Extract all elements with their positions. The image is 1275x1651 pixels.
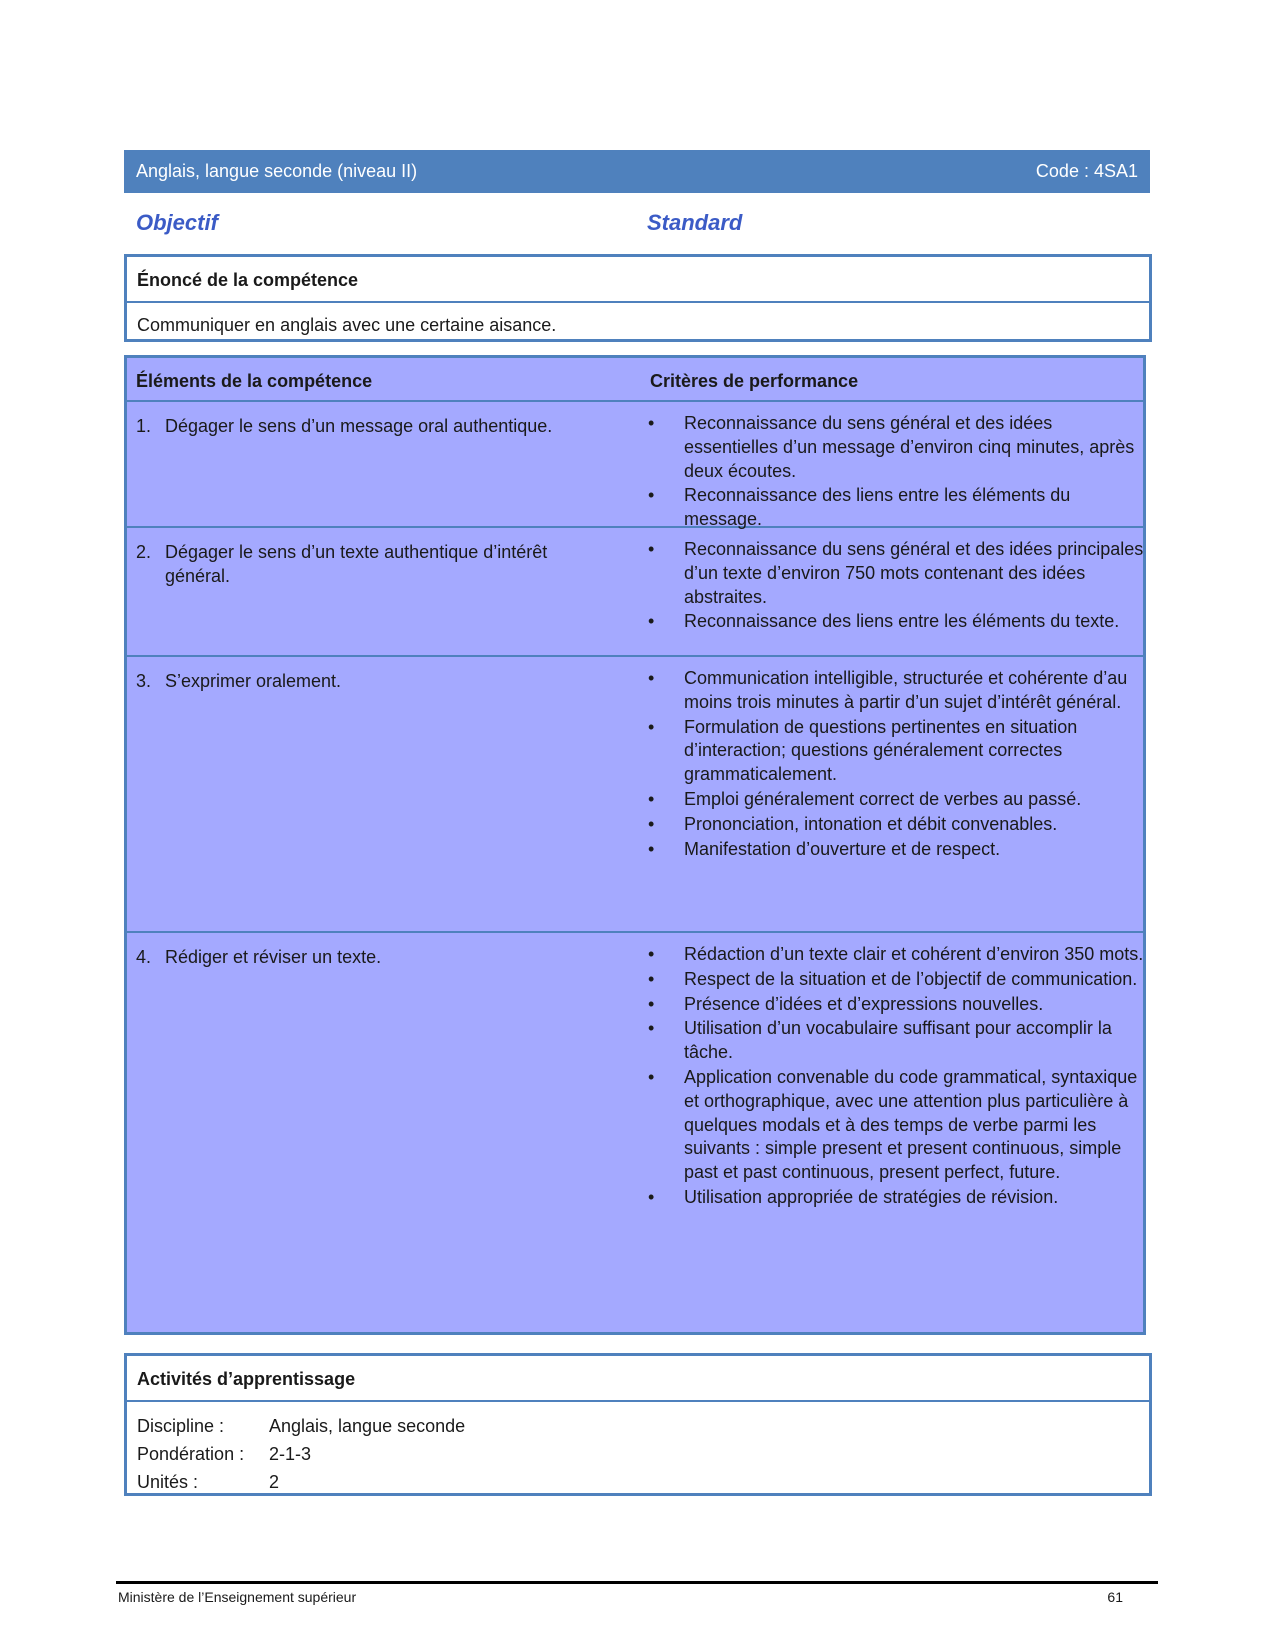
table-row [127,528,1143,657]
criterion-item: • Rédaction d’un texte clair et cohérent d’environ 350 mots. [684,943,1144,967]
unites-value: 2 [269,1472,280,1492]
course-meta [127,1402,1149,1496]
criteria-list [684,667,1144,862]
unites-line [137,1468,1149,1496]
col-criteres-header: Critères de performance [650,371,859,391]
element-text: Rédiger et réviser un texte. [165,947,382,967]
element-text: S’exprimer oralement. [165,671,342,691]
ponderation-line [137,1440,1149,1468]
element-cell [136,669,606,693]
ponderation-label: Pondération : [137,1444,245,1464]
element-number: 3. [136,671,152,691]
criteria-list [684,412,1144,533]
ponderation-value: 2-1-3 [269,1444,312,1464]
criterion-item: • Respect de la situation et de l’objectif de communication. [684,968,1144,992]
criterion-item: • Prononciation, intonation et débit convenables. [684,813,1144,837]
footer-divider [116,1581,1158,1584]
criterion-item: • Reconnaissance du sens général et des idées principales d’un texte d’environ 750 mots contenant des idées abstraites. [684,538,1144,609]
element-cell [136,540,606,588]
table-row [127,402,1143,528]
table-row [127,657,1143,933]
standard-label: Standard [647,210,743,235]
discipline-label: Discipline : [137,1416,225,1436]
page-number: 61 [1107,1589,1123,1605]
table-row [127,933,1143,1332]
course-header-bar [124,150,1150,193]
criterion-item: • Utilisation appropriée de stratégies de révision. [684,1186,1144,1210]
criteria-list [684,538,1144,635]
criterion-item: • Reconnaissance du sens général et des idées essentielles d’un message d’environ cinq minutes, après deux écoutes. [684,412,1144,483]
discipline-line [137,1412,1149,1440]
objectif-label: Objectif [136,210,218,235]
element-text: Dégager le sens d’un message oral authentique. [165,416,553,436]
criteria-list [684,943,1144,1211]
criterion-item: • Manifestation d’ouverture et de respect. [684,838,1144,862]
discipline-value: Anglais, langue seconde [269,1416,466,1436]
competence-table [124,355,1146,1335]
criterion-item: • Emploi généralement correct de verbes au passé. [684,788,1144,812]
activites-box [124,1353,1152,1496]
section-labels [124,210,1150,238]
criterion-item: • Reconnaissance des liens entre les éléments du message. [684,484,1144,532]
criterion-item: • Présence d’idées et d’expressions nouvelles. [684,993,1144,1017]
criterion-item: • Formulation de questions pertinentes en situation d’interaction; questions généralement correctes grammaticalement. [684,716,1144,787]
element-number: 4. [136,947,152,967]
table-header [127,358,1143,402]
element-cell [136,414,606,438]
activites-heading: Activités d’apprentissage [127,1356,1149,1402]
enonce-box [124,254,1152,342]
criterion-item: • Communication intelligible, structurée et cohérente d’au moins trois minutes à partir d’un sujet d’intérêt général. [684,667,1144,715]
footer-ministry: Ministère de l’Enseignement supérieur [118,1589,357,1605]
col-elements-header: Éléments de la compétence [136,371,373,391]
element-text: Dégager le sens d’un texte authentique d’intérêt général. [165,542,548,586]
criterion-item: • Utilisation d’un vocabulaire suffisant pour accomplir la tâche. [684,1017,1144,1065]
element-number: 1. [136,416,152,436]
element-number: 2. [136,542,152,562]
criterion-item: • Reconnaissance des liens entre les éléments du texte. [684,610,1144,634]
enonce-heading: Énoncé de la compétence [127,257,1149,303]
element-cell [136,945,606,969]
course-title: Anglais, langue seconde (niveau II) [136,161,418,181]
criterion-item: • Application convenable du code grammatical, syntaxique et orthographique, avec une attention plus particulière à quelques modals et à des temps de verbe parmi les suivants : simple present et present continuous, simple past et past continuous, present perfect, future. [684,1066,1144,1185]
course-code: Code : 4SA1 [1035,161,1138,181]
enonce-text: Communiquer en anglais avec une certaine aisance. [137,315,557,335]
unites-label: Unités : [137,1472,199,1492]
